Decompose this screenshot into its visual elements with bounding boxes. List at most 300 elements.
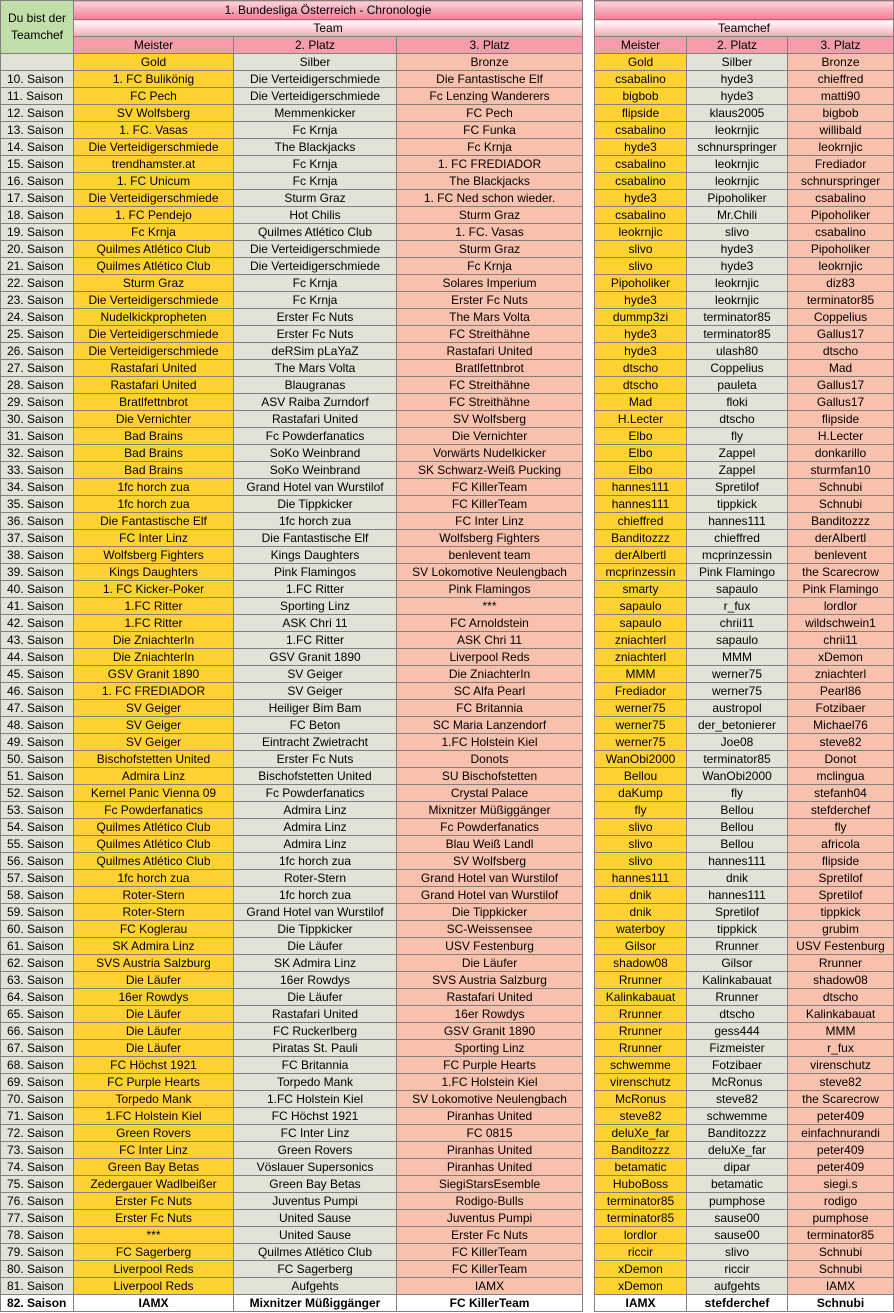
season-cell: 40. Saison [1, 581, 74, 598]
table-row [1, 530, 583, 547]
platz2-cell: Pink Flamingos [234, 564, 397, 581]
chef-platz2-cell: steve82 [687, 1091, 788, 1108]
chef-platz3-cell: sturmfan10 [788, 462, 894, 479]
chef-meister-cell: zniachterl [595, 632, 687, 649]
platz2-cell: Fc Powderfanatics [234, 785, 397, 802]
table-row [1, 632, 583, 649]
chef-platz3-cell: virenschutz [788, 1057, 894, 1074]
platz3-cell: FC Pech [397, 105, 583, 122]
platz2-cell: 1.FC Ritter [234, 581, 397, 598]
chef-platz3-cell: willibald [788, 122, 894, 139]
season-cell: 14. Saison [1, 139, 74, 156]
table-row [1, 1295, 583, 1312]
platz2-cell: Grand Hotel van Wurstilof [234, 479, 397, 496]
chef-platz2-cell: McRonus [687, 1074, 788, 1091]
chef-platz2-cell: terminator85 [687, 326, 788, 343]
platz3-cell: *** [397, 598, 583, 615]
meister-cell: 1fc horch zua [74, 479, 234, 496]
table-row [1, 1278, 583, 1295]
team-rows [1, 71, 583, 1312]
table-row [1, 1074, 583, 1091]
chef-platz3-cell: leokrnjic [788, 258, 894, 275]
platz2-cell: Admira Linz [234, 819, 397, 836]
meister-cell: 1. FC Kicker-Poker [74, 581, 234, 598]
chef-platz2-cell: terminator85 [687, 309, 788, 326]
platz3-cell: SV Lokomotive Neulengbach [397, 1091, 583, 1108]
table-row [595, 632, 894, 649]
platz3-cell: SV Lokomotive Neulengbach [397, 564, 583, 581]
season-cell: 48. Saison [1, 717, 74, 734]
chef-platz3-cell: fly [788, 819, 894, 836]
table-row [1, 105, 583, 122]
platz2-cell: Green Bay Betas [234, 1176, 397, 1193]
platz3-cell: Die Läufer [397, 955, 583, 972]
table-row [595, 1278, 894, 1295]
table-row [595, 836, 894, 853]
platz2-cell: FC Britannia [234, 1057, 397, 1074]
table-row [595, 751, 894, 768]
meister-cell: Quilmes Atlético Club [74, 819, 234, 836]
chef-meister-cell: dtscho [595, 377, 687, 394]
chef-meister-cell: Kalinkabauat [595, 989, 687, 1006]
chef-meister-cell: Pipoholiker [595, 275, 687, 292]
table-row [595, 292, 894, 309]
platz3-cell: FC Purple Hearts [397, 1057, 583, 1074]
chef-meister-cell: hannes111 [595, 479, 687, 496]
platz3-cell: Piranhas United [397, 1159, 583, 1176]
platz3-cell: Mixnitzer Müßiggänger [397, 802, 583, 819]
chef-medal-silber-label: Silber [687, 54, 788, 71]
platz3-cell: 1.FC Holstein Kiel [397, 734, 583, 751]
chef-meister-cell: fly [595, 802, 687, 819]
chef-platz2-cell: WanObi2000 [687, 768, 788, 785]
platz2-cell: 1fc horch zua [234, 513, 397, 530]
chef-platz3-cell: Michael76 [788, 717, 894, 734]
table-row [595, 428, 894, 445]
platz2-cell: 1.FC Ritter [234, 632, 397, 649]
chef-platz2-cell: leokrnjic [687, 156, 788, 173]
meister-cell: Fc Powderfanatics [74, 802, 234, 819]
chef-platz3-cell: chieffred [788, 71, 894, 88]
chef-platz3-cell: flipside [788, 411, 894, 428]
season-cell: 27. Saison [1, 360, 74, 377]
chef-platz2-cell: Fizmeister [687, 1040, 788, 1057]
chef-platz3-cell: the Scarecrow [788, 564, 894, 581]
table-row [595, 156, 894, 173]
chef-meister-cell: waterboy [595, 921, 687, 938]
table-row [595, 1074, 894, 1091]
meister-cell: FC Purple Hearts [74, 1074, 234, 1091]
table-row [1, 1142, 583, 1159]
table-row [595, 802, 894, 819]
platz2-cell: Die Fantastische Elf [234, 530, 397, 547]
meister-cell: SK Admira Linz [74, 938, 234, 955]
platz3-cell: SK Schwarz-Weiß Pucking [397, 462, 583, 479]
season-cell: 23. Saison [1, 292, 74, 309]
chef-meister-cell: steve82 [595, 1108, 687, 1125]
chef-meister-cell: Banditozzz [595, 530, 687, 547]
chef-platz3-cell: Kalinkabauat [788, 1006, 894, 1023]
chef-platz2-cell: hyde3 [687, 71, 788, 88]
chef-platz2-cell: riccir [687, 1261, 788, 1278]
table-row [1, 1227, 583, 1244]
chef-platz3-cell: flipside [788, 853, 894, 870]
chef-platz2-cell: Joe08 [687, 734, 788, 751]
table-row [595, 615, 894, 632]
chef-platz2-cell: gess444 [687, 1023, 788, 1040]
platz3-cell: SiegiStarsEsemble [397, 1176, 583, 1193]
table-row [1, 1040, 583, 1057]
platz2-cell: Sporting Linz [234, 598, 397, 615]
platz2-cell: Erster Fc Nuts [234, 751, 397, 768]
meister-cell: FC Pech [74, 88, 234, 105]
platz2-cell: Die Läufer [234, 989, 397, 1006]
column-header-meister: Meister [74, 37, 234, 54]
table-row [1, 853, 583, 870]
chef-meister-cell: riccir [595, 1244, 687, 1261]
table-row [1, 292, 583, 309]
meister-cell: Bad Brains [74, 462, 234, 479]
chef-medal-gold-label: Gold [595, 54, 687, 71]
chef-meister-cell: hyde3 [595, 190, 687, 207]
season-cell: 20. Saison [1, 241, 74, 258]
chef-platz3-cell: wildschwein1 [788, 615, 894, 632]
platz3-cell: Erster Fc Nuts [397, 1227, 583, 1244]
table-row [1, 207, 583, 224]
platz2-cell: Fc Krnja [234, 122, 397, 139]
season-cell: 12. Saison [1, 105, 74, 122]
chef-meister-cell: csabalino [595, 122, 687, 139]
table-row [1, 598, 583, 615]
season-cell: 62. Saison [1, 955, 74, 972]
chef-platz2-cell: hyde3 [687, 258, 788, 275]
season-cell: 33. Saison [1, 462, 74, 479]
chef-meister-cell: Rrunner [595, 1040, 687, 1057]
table-row [595, 207, 894, 224]
chef-platz3-cell: Fotzibaer [788, 700, 894, 717]
chef-meister-cell: slivo [595, 836, 687, 853]
table-row [1, 819, 583, 836]
table-row [1, 173, 583, 190]
chef-platz3-cell: Schnubi [788, 1244, 894, 1261]
season-cell: 58. Saison [1, 887, 74, 904]
table-row [595, 887, 894, 904]
chef-meister-cell: H.Lecter [595, 411, 687, 428]
table-row [595, 683, 894, 700]
chef-platz3-cell: grubim [788, 921, 894, 938]
chef-meister-cell: dnik [595, 904, 687, 921]
table-row [1, 139, 583, 156]
meister-cell: Bratlfettnbrot [74, 394, 234, 411]
season-cell: 31. Saison [1, 428, 74, 445]
meister-cell: Die Verteidigerschmiede [74, 343, 234, 360]
table-row [595, 513, 894, 530]
platz2-cell: Rastafari United [234, 411, 397, 428]
platz3-cell: 16er Rowdys [397, 1006, 583, 1023]
chef-platz3-cell: diz83 [788, 275, 894, 292]
table-row [1, 428, 583, 445]
meister-cell: FC Höchst 1921 [74, 1057, 234, 1074]
platz3-cell: Die Vernichter [397, 428, 583, 445]
table-row [1, 547, 583, 564]
chef-platz2-cell: fly [687, 785, 788, 802]
chef-meister-cell: McRonus [595, 1091, 687, 1108]
meister-cell: 1fc horch zua [74, 496, 234, 513]
chef-meister-cell: slivo [595, 258, 687, 275]
platz2-cell: Erster Fc Nuts [234, 309, 397, 326]
table-row [595, 479, 894, 496]
chef-meister-cell: betamatic [595, 1159, 687, 1176]
season-cell: 51. Saison [1, 768, 74, 785]
table-row [1, 1244, 583, 1261]
chef-platz2-cell: hannes111 [687, 887, 788, 904]
season-cell: 21. Saison [1, 258, 74, 275]
meister-cell: 16er Rowdys [74, 989, 234, 1006]
table-row [1, 1125, 583, 1142]
platz3-cell: Rastafari United [397, 343, 583, 360]
chef-meister-cell: xDemon [595, 1261, 687, 1278]
chef-meister-cell: mcprinzessin [595, 564, 687, 581]
table-row [1, 275, 583, 292]
chef-meister-cell: Elbo [595, 428, 687, 445]
season-cell: 39. Saison [1, 564, 74, 581]
chef-meister-cell: Rrunner [595, 1023, 687, 1040]
table-row [595, 1023, 894, 1040]
meister-cell: Die ZniachterIn [74, 632, 234, 649]
chef-meister-cell: Rrunner [595, 1006, 687, 1023]
platz2-cell: Rastafari United [234, 1006, 397, 1023]
meister-cell: trendhamster.at [74, 156, 234, 173]
table-row [1, 122, 583, 139]
table-row [595, 768, 894, 785]
platz3-cell: FC Arnoldstein [397, 615, 583, 632]
chef-platz3-cell: leokrnjic [788, 139, 894, 156]
chef-platz3-cell: dtscho [788, 989, 894, 1006]
season-cell: 44. Saison [1, 649, 74, 666]
platz2-cell: Die Verteidigerschmiede [234, 241, 397, 258]
chef-meister-cell: dnik [595, 887, 687, 904]
chef-meister-cell: WanObi2000 [595, 751, 687, 768]
chef-meister-cell: Frediador [595, 683, 687, 700]
chef-platz3-cell: Spretilof [788, 887, 894, 904]
platz2-cell: 1fc horch zua [234, 853, 397, 870]
platz2-cell: Aufgehts [234, 1278, 397, 1295]
platz2-cell: FC Inter Linz [234, 1125, 397, 1142]
platz3-cell: Fc Powderfanatics [397, 819, 583, 836]
platz3-cell: Crystal Palace [397, 785, 583, 802]
platz3-cell: Juventus Pumpi [397, 1210, 583, 1227]
table-row [1, 700, 583, 717]
chef-platz3-cell: matti90 [788, 88, 894, 105]
season-cell: 30. Saison [1, 411, 74, 428]
platz3-cell: 1.FC Holstein Kiel [397, 1074, 583, 1091]
table-row [1, 1159, 583, 1176]
table-row [1, 734, 583, 751]
chef-platz2-cell: aufgehts [687, 1278, 788, 1295]
chef-platz2-cell: Spretilof [687, 479, 788, 496]
chef-platz3-cell: Schnubi [788, 1295, 894, 1312]
platz2-cell: Juventus Pumpi [234, 1193, 397, 1210]
chef-platz3-cell: the Scarecrow [788, 1091, 894, 1108]
meister-cell: 1. FC Pendejo [74, 207, 234, 224]
table-row [595, 1210, 894, 1227]
chef-platz2-cell: Kalinkabauat [687, 972, 788, 989]
teamchef-title-bar [595, 1, 894, 20]
chef-platz2-cell: pauleta [687, 377, 788, 394]
chef-platz2-cell: hyde3 [687, 88, 788, 105]
meister-cell: Die Verteidigerschmiede [74, 326, 234, 343]
platz2-cell: Green Rovers [234, 1142, 397, 1159]
chef-platz3-cell: siegi.s [788, 1176, 894, 1193]
season-cell: 78. Saison [1, 1227, 74, 1244]
corner-label: Du bist der Teamchef [1, 1, 74, 54]
season-cell: 49. Saison [1, 734, 74, 751]
chef-platz2-cell: Bellou [687, 802, 788, 819]
season-cell: 56. Saison [1, 853, 74, 870]
chef-platz3-cell: H.Lecter [788, 428, 894, 445]
table-row [1, 462, 583, 479]
table-row [595, 1091, 894, 1108]
chef-meister-cell: Gilsor [595, 938, 687, 955]
platz2-cell: SV Geiger [234, 683, 397, 700]
chef-platz2-cell: Spretilof [687, 904, 788, 921]
chef-platz2-cell: klaus2005 [687, 105, 788, 122]
table-row [1, 1057, 583, 1074]
season-cell: 11. Saison [1, 88, 74, 105]
meister-cell: 1.FC Holstein Kiel [74, 1108, 234, 1125]
platz2-cell: Kings Daughters [234, 547, 397, 564]
meister-cell: SV Wolfsberg [74, 105, 234, 122]
meister-cell: Erster Fc Nuts [74, 1193, 234, 1210]
chef-meister-cell: hyde3 [595, 139, 687, 156]
chef-platz2-cell: floki [687, 394, 788, 411]
chef-meister-cell: daKump [595, 785, 687, 802]
chef-meister-cell: Rrunner [595, 972, 687, 989]
season-cell: 74. Saison [1, 1159, 74, 1176]
season-cell: 77. Saison [1, 1210, 74, 1227]
meister-cell: Die Verteidigerschmiede [74, 190, 234, 207]
chef-platz2-cell: der_betonierer [687, 717, 788, 734]
table-row [595, 445, 894, 462]
meister-cell: Quilmes Atlético Club [74, 853, 234, 870]
season-cell: 29. Saison [1, 394, 74, 411]
table-row [1, 1091, 583, 1108]
platz3-cell: FC Streithähne [397, 394, 583, 411]
table-row [595, 1040, 894, 1057]
chef-platz3-cell: USV Festenburg [788, 938, 894, 955]
table-row [595, 666, 894, 683]
table-row [1, 972, 583, 989]
table-row [595, 1244, 894, 1261]
chef-meister-cell: hannes111 [595, 496, 687, 513]
chef-platz2-cell: tippkick [687, 496, 788, 513]
table-row [595, 785, 894, 802]
platz3-cell: FC Funka [397, 122, 583, 139]
chef-platz3-cell: peter409 [788, 1142, 894, 1159]
season-cell: 17. Saison [1, 190, 74, 207]
meister-cell: Admira Linz [74, 768, 234, 785]
table-row [1, 802, 583, 819]
platz2-cell: Bischofstetten United [234, 768, 397, 785]
chef-platz2-cell: dtscho [687, 1006, 788, 1023]
platz2-cell: Die Läufer [234, 938, 397, 955]
platz3-cell: SC Alfa Pearl [397, 683, 583, 700]
table-row [1, 377, 583, 394]
table-row [595, 734, 894, 751]
meister-cell: Rastafari United [74, 360, 234, 377]
table-row [595, 88, 894, 105]
season-cell: 64. Saison [1, 989, 74, 1006]
table-row [1, 1006, 583, 1023]
meister-cell: Zedergauer Wadlbeißer [74, 1176, 234, 1193]
table-row [595, 819, 894, 836]
platz3-cell: Fc Krnja [397, 258, 583, 275]
season-cell: 79. Saison [1, 1244, 74, 1261]
table-row [1, 649, 583, 666]
platz2-cell: 16er Rowdys [234, 972, 397, 989]
chef-platz3-cell: chrii11 [788, 632, 894, 649]
table-row [1, 190, 583, 207]
chef-meister-cell: terminator85 [595, 1193, 687, 1210]
season-cell: 22. Saison [1, 275, 74, 292]
chef-platz3-cell: Spretilof [788, 870, 894, 887]
table-row [595, 309, 894, 326]
chef-platz2-cell: slivo [687, 1244, 788, 1261]
platz3-cell: FC KillerTeam [397, 1261, 583, 1278]
chef-platz2-cell: leokrnjic [687, 173, 788, 190]
chef-platz2-cell: chieffred [687, 530, 788, 547]
table-row [595, 241, 894, 258]
season-cell: 70. Saison [1, 1091, 74, 1108]
season-cell: 43. Saison [1, 632, 74, 649]
chef-column-header-platz2: 2. Platz [687, 37, 788, 54]
table-row [1, 870, 583, 887]
season-cell: 54. Saison [1, 819, 74, 836]
season-cell: 61. Saison [1, 938, 74, 955]
meister-cell: Die Läufer [74, 1006, 234, 1023]
chef-platz2-cell: Bellou [687, 836, 788, 853]
meister-cell: SV Geiger [74, 734, 234, 751]
table-row [595, 547, 894, 564]
table-row [595, 173, 894, 190]
season-cell: 47. Saison [1, 700, 74, 717]
chef-platz3-cell: Pink Flamingo [788, 581, 894, 598]
chef-column-header-meister: Meister [595, 37, 687, 54]
chef-meister-cell: Bellou [595, 768, 687, 785]
table-row [1, 479, 583, 496]
chef-meister-cell: Elbo [595, 462, 687, 479]
platz3-cell: 1. FC Ned schon wieder. [397, 190, 583, 207]
chef-meister-cell: csabalino [595, 156, 687, 173]
season-cell: 63. Saison [1, 972, 74, 989]
chef-platz3-cell: Schnubi [788, 496, 894, 513]
platz3-cell: FC KillerTeam [397, 1244, 583, 1261]
table-row [1, 955, 583, 972]
platz2-cell: Blaugranas [234, 377, 397, 394]
table-row [595, 530, 894, 547]
meister-cell: Die Läufer [74, 1040, 234, 1057]
platz2-cell: Fc Powderfanatics [234, 428, 397, 445]
table-row [595, 224, 894, 241]
table-row [595, 496, 894, 513]
season-cell: 16. Saison [1, 173, 74, 190]
platz3-cell: Pink Flamingos [397, 581, 583, 598]
chef-meister-cell: schwemme [595, 1057, 687, 1074]
chef-platz2-cell: sapaulo [687, 632, 788, 649]
platz2-cell: Heiliger Bim Bam [234, 700, 397, 717]
table-row [595, 190, 894, 207]
chef-platz3-cell: schnurspringer [788, 173, 894, 190]
